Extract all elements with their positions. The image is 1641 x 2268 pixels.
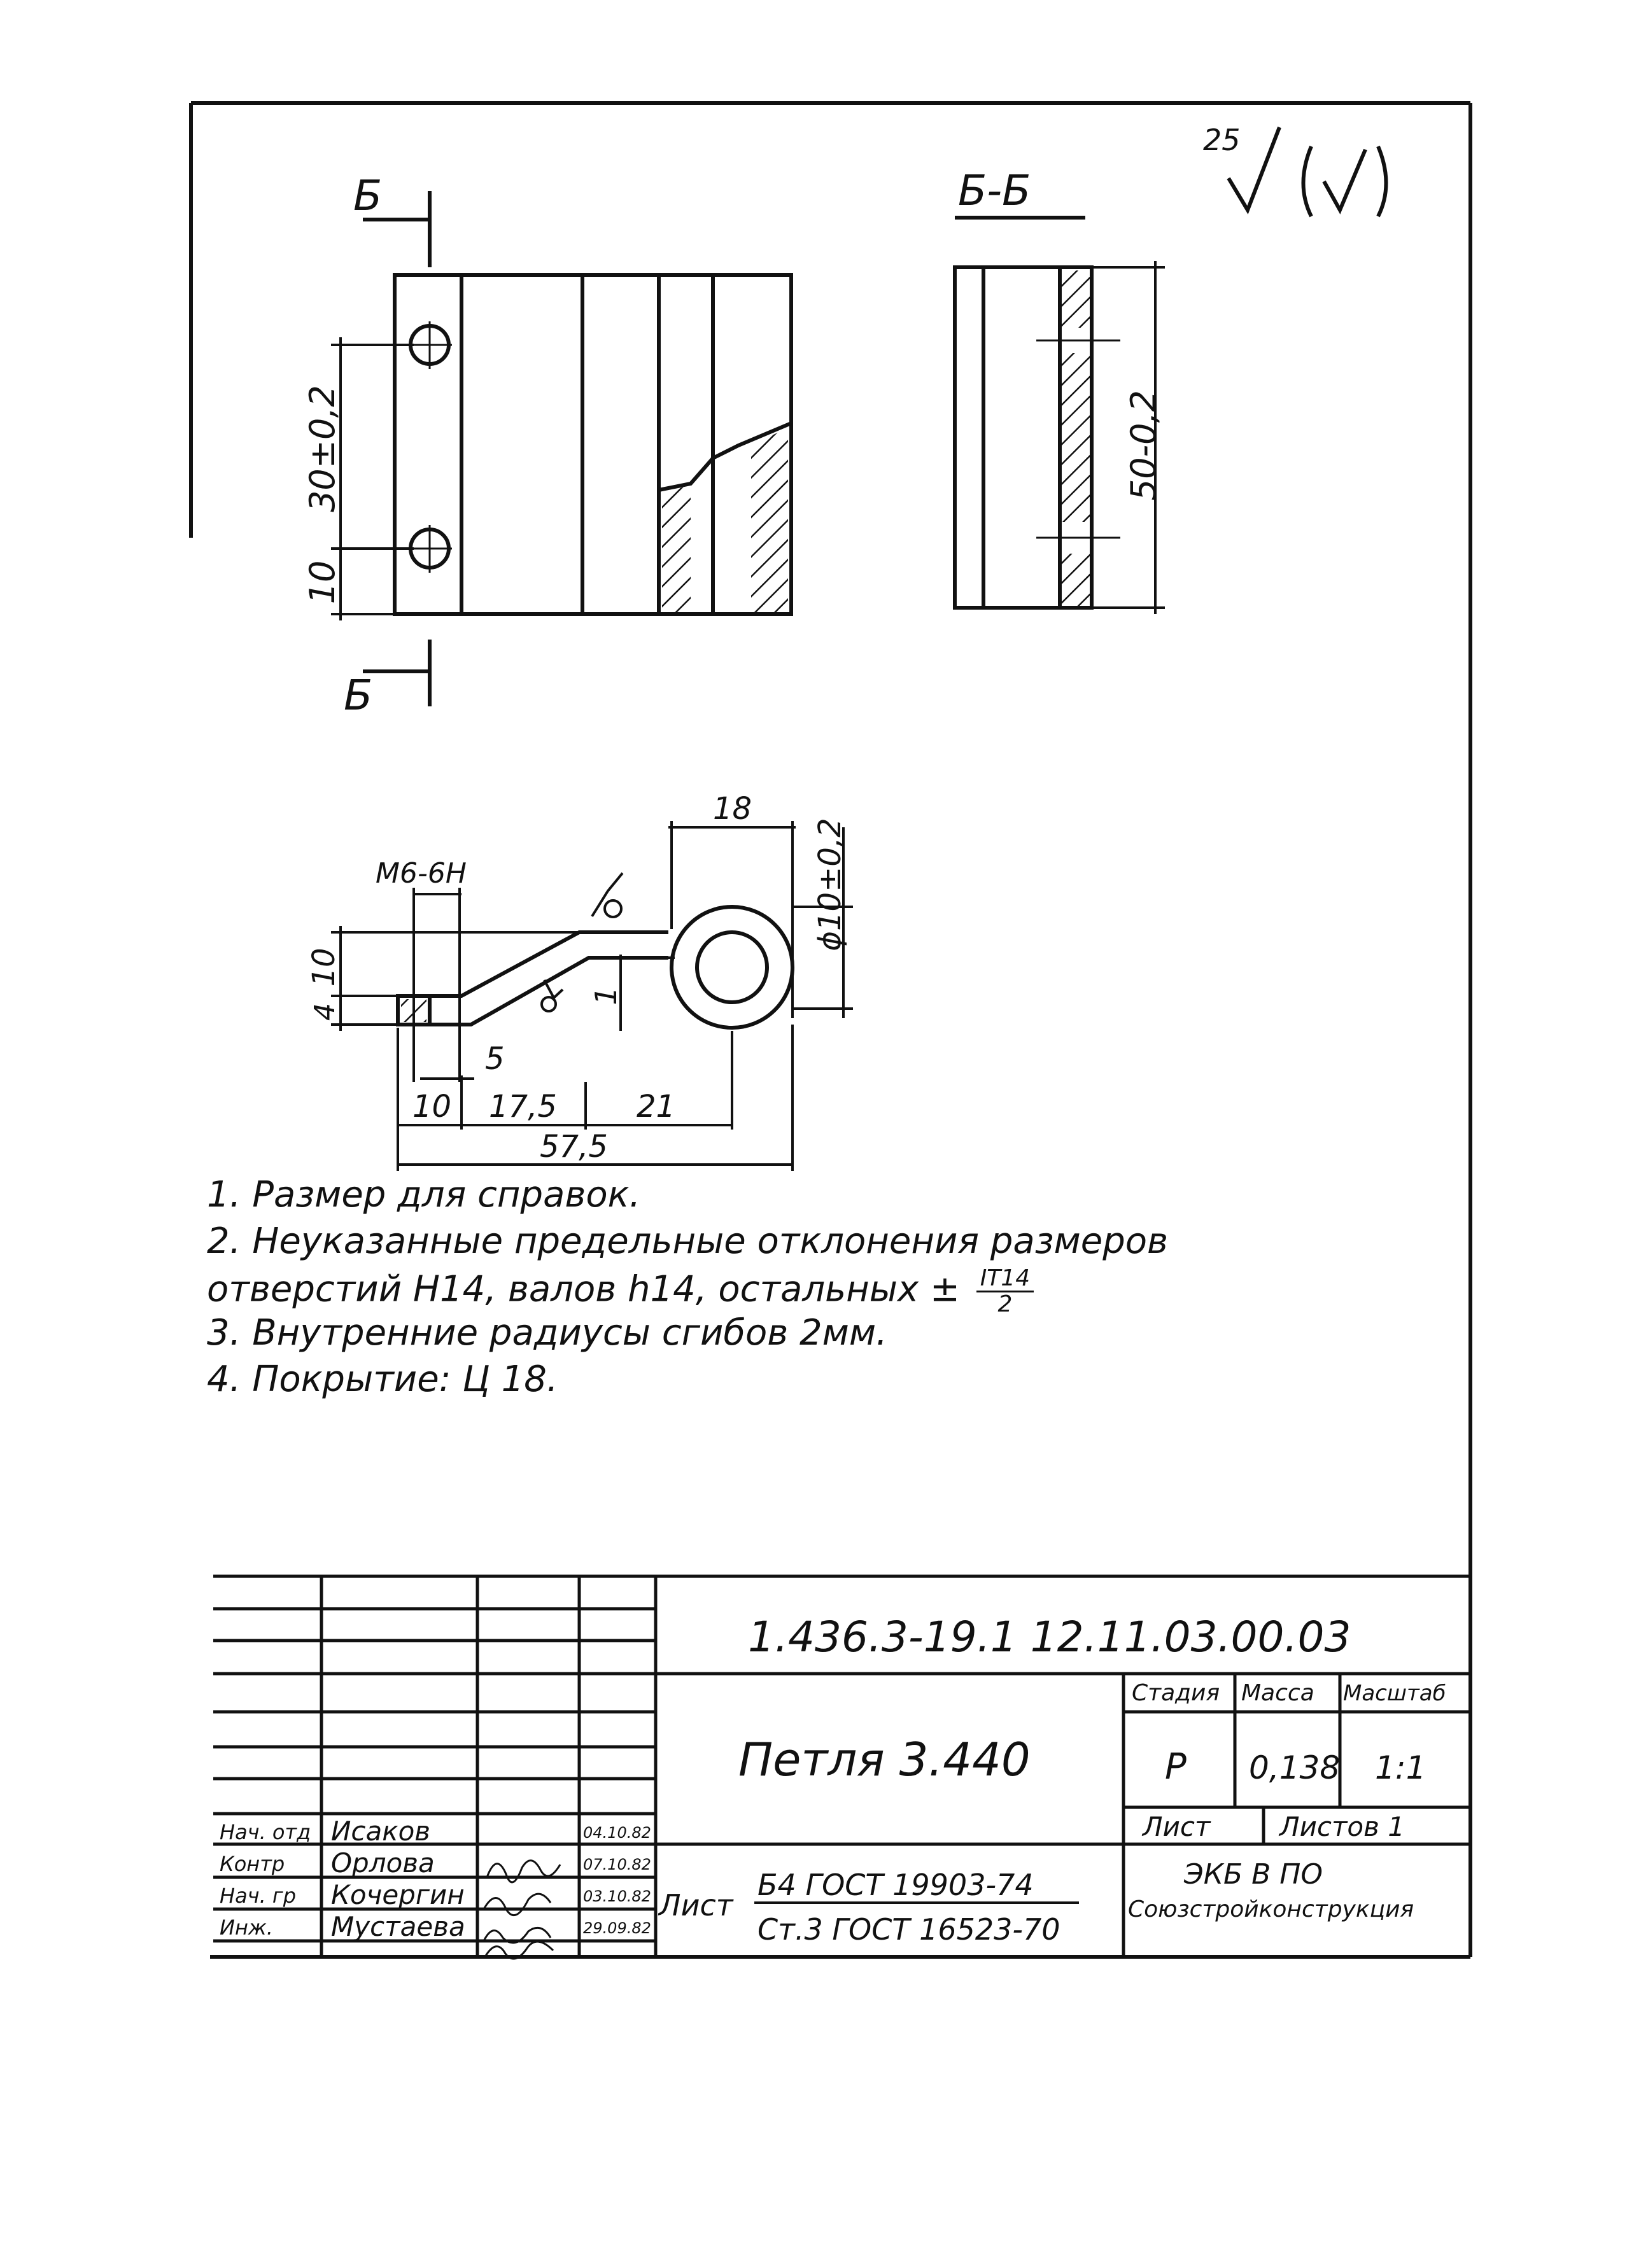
section-mark-bottom: Б (344, 671, 373, 720)
dim-10-profile: 10 (306, 948, 342, 987)
staff-name: Мустаева (331, 1911, 465, 1942)
dim-4: 4 (309, 1003, 341, 1021)
dim-18: 18 (713, 791, 752, 827)
note-3: 3. Внутренние радиусы сгибов 2мм. (207, 1312, 887, 1354)
stage-header: Стадия (1132, 1680, 1220, 1706)
profile-view (398, 907, 792, 1028)
hinge-eye-inner (697, 932, 767, 1002)
scale-value: 1:1 (1375, 1749, 1426, 1786)
roughness-value: 25 (1203, 123, 1241, 157)
scale-header: Масштаб (1343, 1681, 1446, 1706)
roughness-mark (1229, 127, 1386, 216)
dim-1: 1 (589, 986, 623, 1005)
mass-header: Масса (1241, 1680, 1314, 1706)
note-4: 4. Покрытие: Ц 18. (207, 1359, 558, 1400)
dim-21: 21 (637, 1089, 676, 1124)
staff-role: Нач. гр (220, 1884, 297, 1908)
dim-10-bottom: 10 (412, 1089, 452, 1124)
note-1: 1. Размер для справок. (207, 1174, 641, 1215)
staff-name: Орлова (331, 1847, 435, 1879)
staff-name: Кочергин (331, 1879, 465, 1910)
sheet-label: Лист (1143, 1811, 1211, 1842)
front-view-hatch (662, 428, 788, 612)
section-title: Б-Б (958, 166, 1031, 215)
material-line2: Ст.3 ГОСТ 16523-70 (757, 1912, 1060, 1947)
fraction-numerator: IT14 (976, 1266, 1034, 1292)
note-2: 2. Неуказанные предельные отклонения размеров (207, 1221, 1169, 1262)
material-label: Лист (659, 1888, 733, 1922)
staff-date: 29.09.82 (583, 1919, 651, 1937)
staff-role: Нач. отд (220, 1820, 311, 1844)
dim-5: 5 (485, 1041, 505, 1077)
front-view (395, 275, 791, 614)
fraction-denominator: 2 (997, 1291, 1013, 1317)
section-view-hatch (1062, 270, 1090, 606)
staff-date: 07.10.82 (583, 1856, 651, 1873)
section-view (955, 267, 1120, 608)
hinge-eye-outer (672, 907, 792, 1028)
note-2-fraction (976, 1266, 1034, 1317)
part-name: Петля 3.440 (738, 1733, 1031, 1786)
material-line1: Б4 ГОСТ 19903-74 (757, 1868, 1034, 1902)
dim-57-5: 57,5 (540, 1129, 608, 1165)
note-2-text: отверстий Н14, валов h14, остальных ± (207, 1268, 960, 1310)
note-2-continued (207, 1266, 1034, 1317)
staff-role: Контр (220, 1852, 285, 1876)
mass-value: 0,138 (1249, 1749, 1341, 1786)
staff-date: 04.10.82 (583, 1824, 651, 1842)
dim-10-left: 10 (302, 560, 342, 605)
designation: 1.436.3-19.1 12.11.03.00.03 (748, 1613, 1351, 1662)
section-mark-top: Б (353, 171, 383, 220)
org-line1: ЭКБ В ПО (1184, 1858, 1323, 1891)
dim-diameter: ϕ10±0,2 (812, 818, 848, 951)
dim-17-5: 17,5 (489, 1089, 557, 1124)
frame (191, 103, 1470, 1957)
staff-role: Инж. (220, 1915, 273, 1940)
sheets-count: Листов 1 (1279, 1811, 1405, 1842)
dim-30: 30±0,2 (302, 385, 342, 512)
stage-value: Р (1165, 1746, 1187, 1788)
org-line2: Союзстройконструкция (1128, 1896, 1414, 1922)
dim-50: 50-0,2 (1123, 389, 1164, 501)
staff-date: 03.10.82 (583, 1887, 651, 1905)
thread-label: М6-6Н (376, 857, 467, 890)
staff-name: Исаков (331, 1816, 431, 1847)
front-view-dims (331, 337, 414, 620)
